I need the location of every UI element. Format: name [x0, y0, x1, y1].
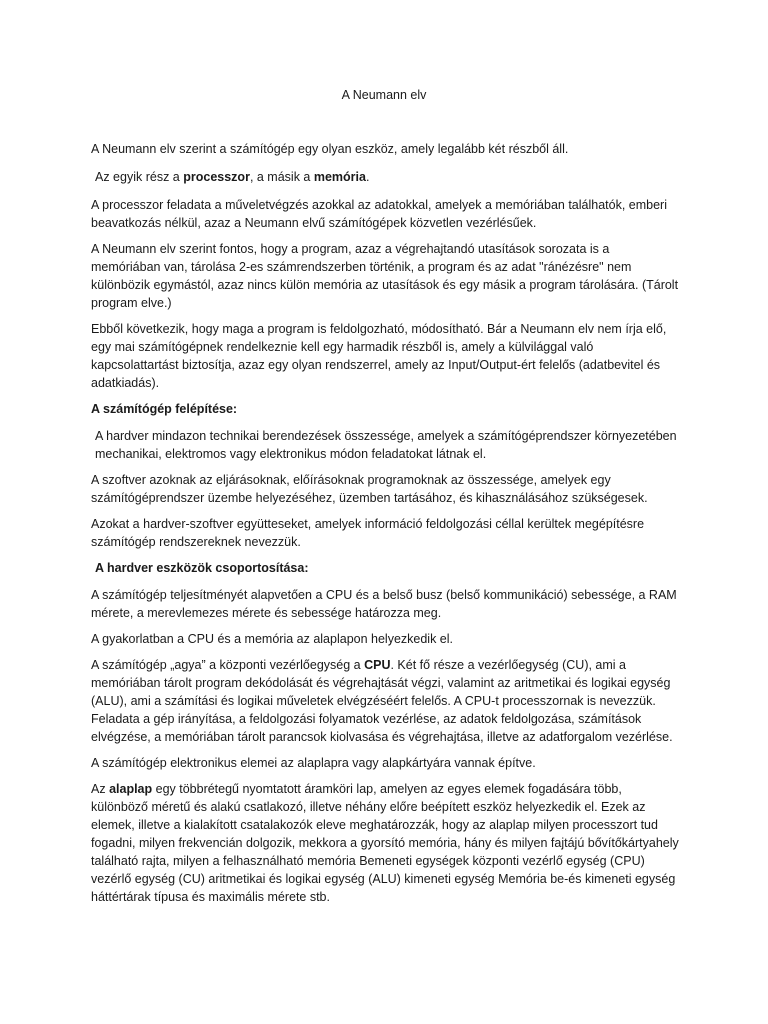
paragraph-elemek: A számítógép elektronikus elemei az alaplapra vagy alapkártyára vannak építve.: [91, 756, 536, 770]
text-run: . Két fő része a vezérlőegység (CU), ami a memóriában tárolt program dekódolását és végrehajtását végzi, valamint az aritmetikai és logikai egység (ALU), ami a számítási és logikai műveletek elvégzéséért felelős. A CPU-t processzornak is nevezzük. Feladata a gép irányítása, a feldolgozási folyamatok vezérlése, az adatok feldolgozása, számítások elvégzése, a memóriában tárolt parancsok kiolvasása és végrehajtása, illetve az adatforgalom vezérlése.: [91, 658, 673, 744]
text-run: A számítógép „agya” a központi vezérlőegység a: [91, 658, 365, 672]
bold-cpu: CPU: [364, 658, 391, 672]
paragraph-intro: A Neumann elv szerint a számítógép egy olyan eszköz, amely legalább két részből áll.: [91, 142, 569, 156]
paragraph-alaplap-cpu: A gyakorlatban a CPU és a memória az alaplapon helyezkedik el.: [91, 632, 454, 646]
paragraph-parts: [91, 168, 681, 186]
heading-felepites: A számítógép felépítése:: [91, 402, 238, 416]
document-body: [91, 140, 681, 914]
paragraph-teljesitmeny: A számítógép teljesítményét alapvetően a CPU és a belső busz (belső kommunikáció) sebessége, a RAM mérete, a merevlemezes mérete és sebessége határozza meg.: [91, 588, 677, 620]
paragraph-szoftver: A szoftver azoknak az eljárásoknak, előírásoknak programoknak az összessége, amelyek egy számítógéprendszer üzembe helyezéséhez, üzemben tartásához, és kihasználásához szükségesek.: [91, 473, 648, 505]
paragraph-cpu: [91, 656, 681, 746]
text-run: Az: [91, 782, 110, 796]
text-run: egy többrétegű nyomtatott áramköri lap, amelyen az egyes elemek fogadására több, különböző méretű és alakú csatlakozó, illetve néhány előre beépített eszköz helyezkedik el. Ezek az elemek, illetve a kialakított csatalakozók eleve meghatározzák, hogy az alaplap milyen processzort tud fogadni, milyen frekvencián dolgozik, mekkora a gyorsító memória, hány és milyen fajtájú bővítőkártyahely található rajta, milyen a felhasználható memória Bemeneti egységek központi vezérlő egység (CPU) vezérlő egység (CU) aritmetikai és logikai egység (ALU) kimeneti egység Memória be-és kimeneti egység háttértárak típusa és maximális mérete stb.: [91, 782, 679, 904]
paragraph-processor: A processzor feladata a műveletvégzés azokkal az adatokkal, amelyek a memóriában találhatók, emberi beavatkozás nélkül, azaz a Neumann elvű számítógépek közvetlen vezérlésűek.: [91, 198, 667, 230]
text-run: Az egyik rész a: [95, 170, 184, 184]
bold-processzor: processzor: [183, 170, 250, 184]
paragraph-hardver: A hardver mindazon technikai berendezések összessége, amelyek a számítógéprendszer környezetében mechanikai, elektromos vagy elektronikus módon feladatokat látnak el.: [95, 429, 677, 461]
bold-memoria: memória: [313, 170, 366, 184]
paragraph-rendszer: Azokat a hardver-szoftver együtteseket, amelyek információ feldolgozási céllal kerültek megépítésre számítógép rendszereknek nevezzük.: [91, 517, 645, 549]
paragraph-io: Ebből következik, hogy maga a program is feldolgozható, módosítható. Bár a Neumann elv nem írja elő, egy mai számítógépnek rendelkeznie kell egy harmadik részből is, amely a külvilággal való kapcsolattartást biztosítja, azaz egy olyan rendszerrel, amely az Input/Output-ért felelős (adatbevitel és adatkiadás).: [91, 322, 667, 390]
document-title: A Neumann elv: [341, 88, 427, 102]
paragraph-alaplap: [91, 780, 681, 906]
paragraph-stored-program: A Neumann elv szerint fontos, hogy a program, azaz a végrehajtandó utasítások sorozata is a memóriában van, tárolása 2-es számrendszerben történik, a program és az adat "ránézésre" nem különbözik egymástól, azaz nincs külön memória az utasítások és egy másik a program tárolására. (Tárolt program elve.): [91, 242, 679, 310]
text-run: , a másik a: [249, 170, 314, 184]
text-run: .: [365, 170, 370, 184]
bold-alaplap: alaplap: [109, 782, 153, 796]
heading-csoportositas: A hardver eszközök csoportosítása:: [95, 561, 309, 575]
